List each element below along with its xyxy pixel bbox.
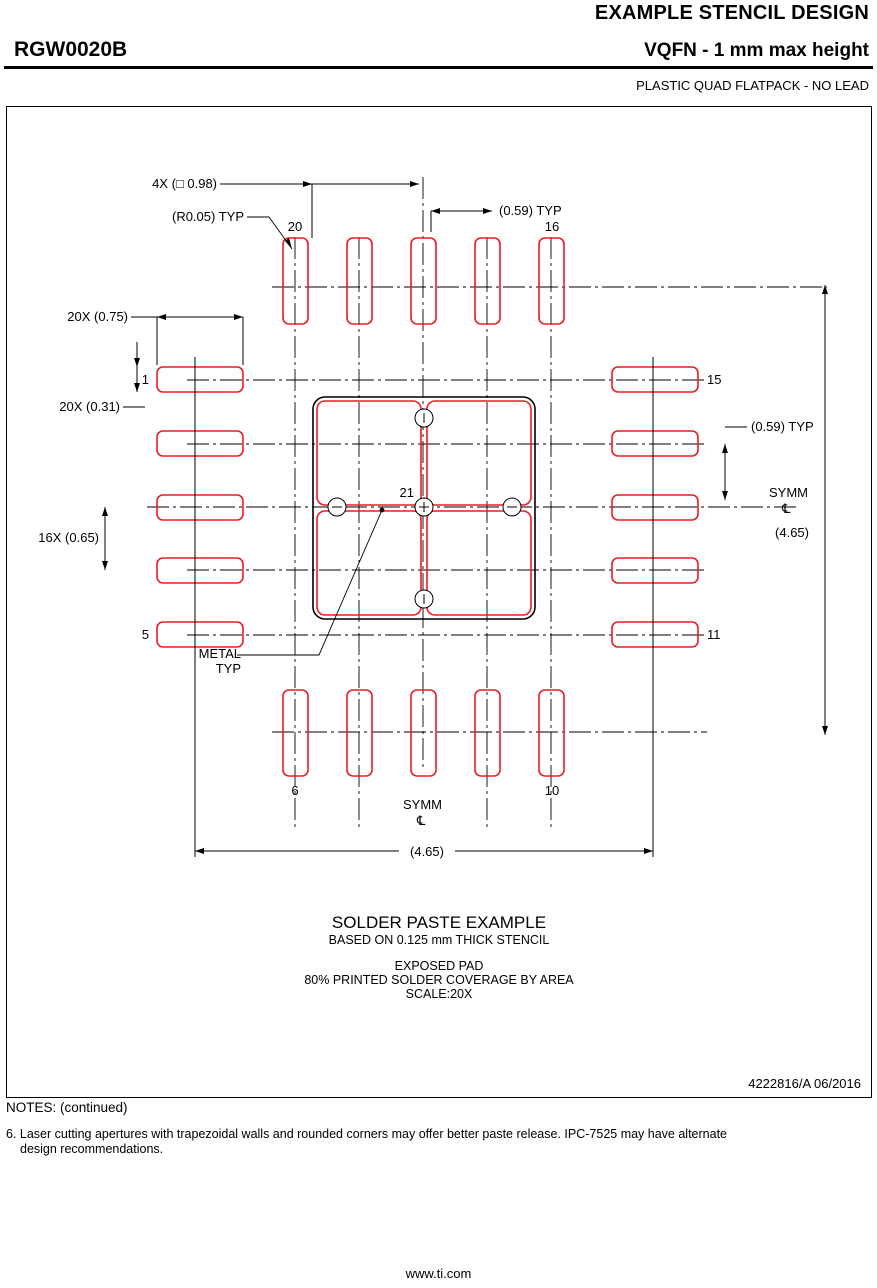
stencil-drawing	[7, 107, 871, 907]
pin-number-1: 1	[141, 372, 149, 387]
label-typ-gap-right: (0.59) TYP	[751, 419, 814, 434]
label-pad-width: 20X (0.31)	[59, 399, 120, 414]
center-aperture	[317, 511, 421, 615]
label-radius: (R0.05) TYP	[171, 209, 244, 224]
caption-block	[7, 913, 871, 1001]
aperture-pad	[612, 431, 698, 456]
pin-number-15: 15	[707, 372, 722, 387]
header-divider	[4, 66, 873, 69]
label-pad-length: 20X (0.75)	[67, 309, 128, 324]
label-metal: METAL	[198, 646, 241, 661]
aperture-pad	[539, 690, 564, 776]
pin-number-20: 20	[287, 219, 303, 234]
aperture-pad	[157, 367, 243, 392]
metal-leader	[237, 510, 382, 655]
part-number: RGW0020B	[14, 38, 128, 61]
pin-number-16: 16	[544, 219, 560, 234]
aperture-pad	[612, 495, 698, 520]
radius-leader	[247, 217, 292, 249]
aperture-pad	[612, 367, 698, 392]
aperture-pad	[475, 690, 500, 776]
caption-line-4: 80% PRINTED SOLDER COVERAGE BY AREA	[304, 973, 574, 987]
caption-line-1: SOLDER PASTE EXAMPLE	[331, 913, 547, 932]
pin-number-21: 21	[399, 485, 414, 500]
aperture-pad	[347, 690, 372, 776]
aperture-pad	[347, 238, 372, 324]
label-metal-typ: TYP	[215, 661, 241, 676]
pin-number-11: 11	[707, 627, 721, 642]
aperture-pad	[157, 622, 243, 647]
pin-number-5: 5	[141, 627, 149, 642]
aperture-pad	[157, 431, 243, 456]
pin-number-6: 6	[291, 783, 299, 798]
label-overall-height: (4.65)	[775, 525, 809, 540]
center-aperture	[427, 401, 531, 505]
page-title: EXAMPLE STENCIL DESIGN	[594, 2, 869, 24]
note-6-text: 6. Laser cutting apertures with trapezoidal walls and rounded corners may offer better paste release. IPC-7525 may have alternate	[6, 1127, 728, 1141]
aperture-pad	[157, 558, 243, 583]
label-overall-width: (4.65)	[410, 844, 444, 859]
aperture-pad	[612, 558, 698, 583]
aperture-pad	[612, 622, 698, 647]
caption-line-5: SCALE:20X	[405, 987, 473, 1001]
document-number: 4222816/A 06/2016	[748, 1076, 861, 1091]
centerline-glyph-bottom: ℄	[417, 813, 426, 828]
aperture-pad	[411, 690, 436, 776]
centerline-glyph-right: ℄	[782, 501, 791, 516]
aperture-pad	[157, 495, 243, 520]
drawing-frame	[6, 106, 872, 1098]
pin-number-10: 10	[544, 783, 560, 798]
label-symm-right: SYMM	[769, 485, 808, 500]
notes-heading: NOTES: (continued)	[6, 1100, 128, 1115]
label-aperture-corner: 4X (□ 0.98)	[152, 176, 217, 191]
aperture-pad	[283, 238, 308, 324]
package-subtitle: PLASTIC QUAD FLATPACK - NO LEAD	[636, 78, 869, 93]
note-6-continued: design recommendations.	[20, 1142, 164, 1156]
center-aperture	[427, 511, 531, 615]
note-item	[6, 1127, 866, 1157]
aperture-pad	[475, 238, 500, 324]
caption-line-3: EXPOSED PAD	[394, 959, 484, 973]
label-pitch: 16X (0.65)	[38, 530, 99, 545]
label-typ-gap-top: (0.59) TYP	[499, 203, 562, 218]
aperture-pad	[539, 238, 564, 324]
caption-line-2: BASED ON 0.125 mm THICK STENCIL	[328, 933, 550, 947]
footer-url: www.ti.com	[405, 1266, 472, 1281]
package-description: VQFN - 1 mm max height	[644, 40, 869, 61]
label-symm-bottom: SYMM	[403, 797, 442, 812]
aperture-pad	[411, 238, 436, 324]
aperture-pad	[283, 690, 308, 776]
